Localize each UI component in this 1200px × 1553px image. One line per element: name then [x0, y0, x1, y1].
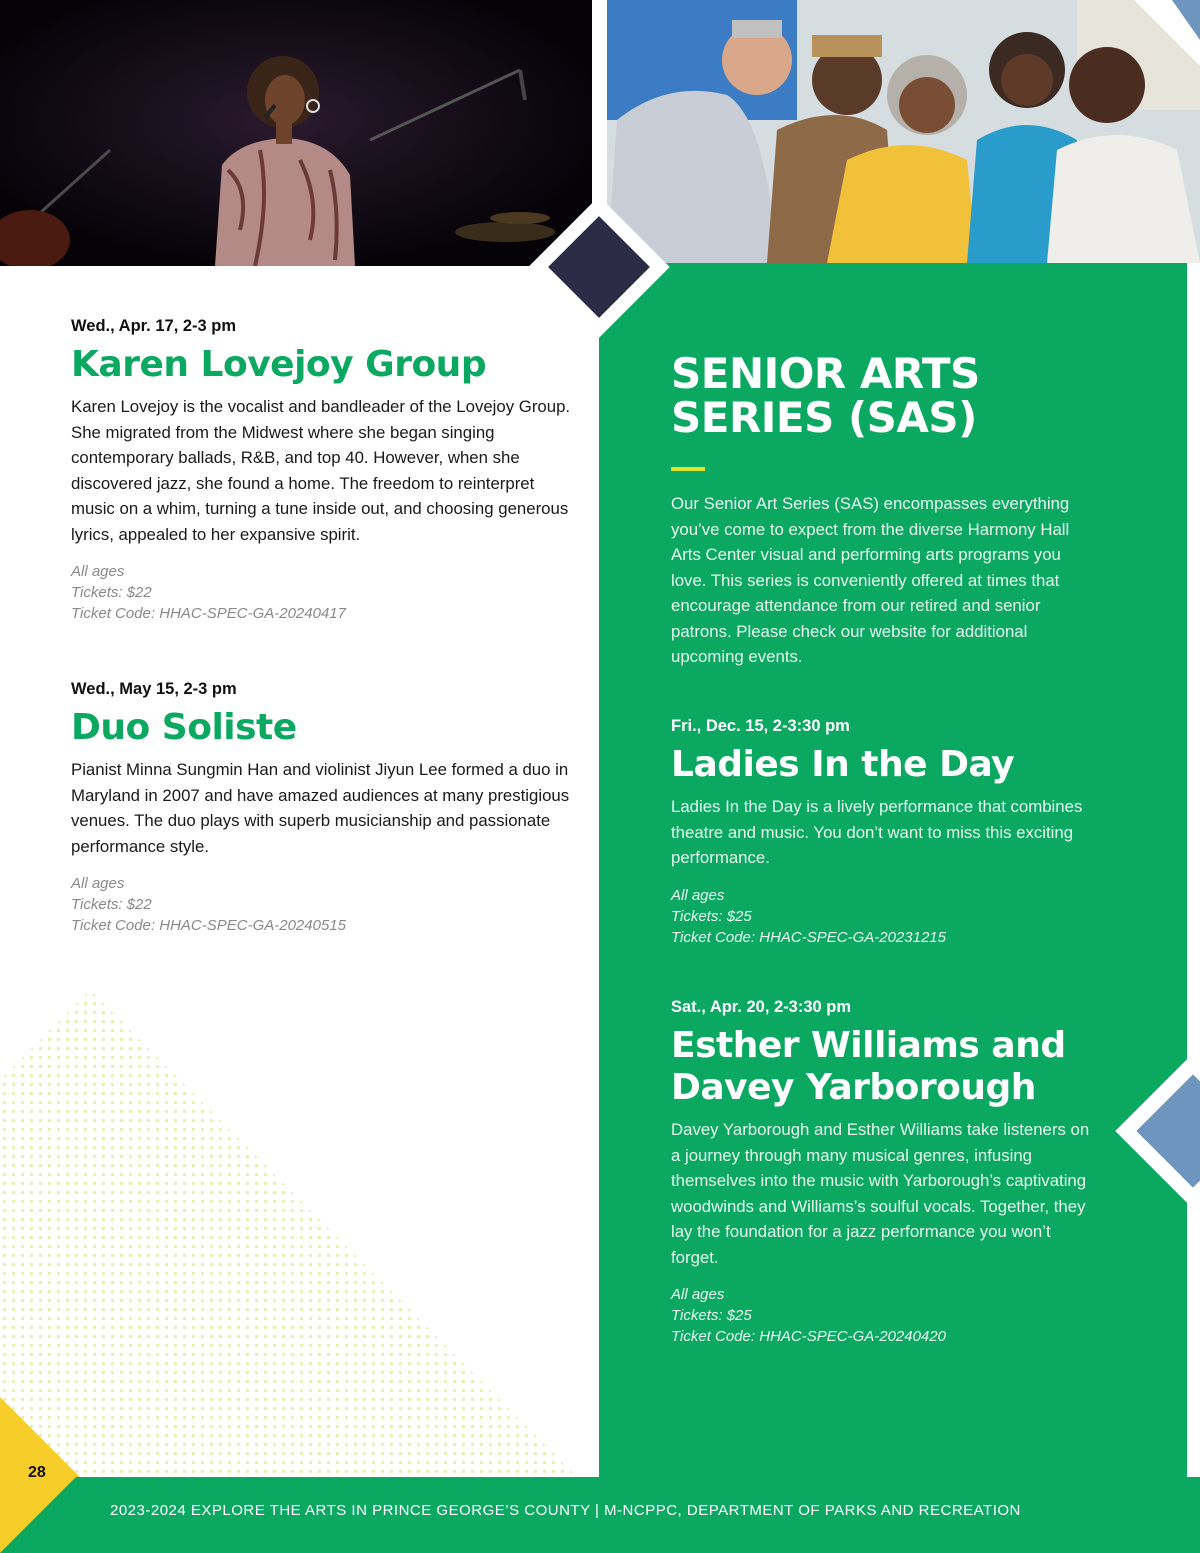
- event-tickets: Tickets: $22: [71, 896, 152, 913]
- event-title: Duo Soliste: [71, 707, 297, 748]
- event-meta: [71, 561, 571, 624]
- event-ages: All ages: [71, 563, 125, 580]
- event-ages: All ages: [671, 1286, 725, 1303]
- sas-heading: [671, 349, 1096, 442]
- event-title-line2: Davey Yarborough: [671, 1067, 1036, 1108]
- event-ticket-code: Ticket Code: HHAC-SPEC-GA-20231215: [671, 928, 946, 946]
- event-tickets: Tickets: $22: [71, 584, 152, 601]
- event-karen-lovejoy: [71, 317, 571, 624]
- event-ages: All ages: [671, 886, 725, 904]
- event-title: Ladies In the Day: [671, 744, 1015, 785]
- sas-intro-text: Our Senior Art Series (SAS) encompasses everything you’ve come to expect from the diverse Harmony Hall Arts Center visual and performing arts programs you love. This series is conveniently offered at times that encourage attendance from our retired and senior patrons. Please check our website for additional upcoming events.: [671, 494, 1070, 666]
- sas-intro-block: [671, 349, 1096, 670]
- seniors-photo: [607, 0, 1200, 263]
- footer-text: 2023-2024 EXPLORE THE ARTS IN PRINCE GEORGE’S COUNTY | M-NCPPC, DEPARTMENT OF PARKS AND RECREATION: [110, 1502, 1021, 1519]
- event-ticket-code: Ticket Code: HHAC-SPEC-GA-20240515: [71, 917, 346, 934]
- sas-heading-line1: SENIOR ARTS: [671, 349, 980, 398]
- page-number: 28: [28, 1464, 46, 1481]
- event-title-line1: Esther Williams and: [671, 1025, 1066, 1066]
- event-meta: [71, 873, 571, 936]
- event-date: Wed., Apr. 17, 2-3 pm: [71, 317, 237, 335]
- event-tickets: Tickets: $25: [671, 1307, 752, 1324]
- event-description: Karen Lovejoy is the vocalist and bandleader of the Lovejoy Group. She migrated from the Midwest where she began singing contemporary ballads, R&B, and top 40. However, when she discovered jazz, she found a home. The freedom to reinterpret music on a whim, turning a tune inside out, and choosing generous lyrics, appealed to her expansive spirit.: [71, 397, 571, 544]
- event-tickets: Tickets: $25: [671, 907, 752, 925]
- event-esther-williams-davey-yarborough: [671, 998, 1096, 1347]
- event-title: Karen Lovejoy Group: [71, 344, 487, 385]
- event-meta: [671, 885, 1096, 948]
- sas-heading-line2: SERIES (SAS): [671, 393, 977, 442]
- event-ticket-code: Ticket Code: HHAC-SPEC-GA-20240417: [71, 605, 346, 622]
- concert-photo: [0, 0, 592, 266]
- event-date: Wed., May 15, 2-3 pm: [71, 680, 237, 698]
- event-meta: [671, 1284, 1096, 1347]
- event-date: Fri., Dec. 15, 2-3:30 pm: [671, 717, 850, 735]
- event-ticket-code: Ticket Code: HHAC-SPEC-GA-20240420: [671, 1328, 946, 1345]
- yellow-corner-lower: [0, 1477, 76, 1553]
- event-date: Sat., Apr. 20, 2-3:30 pm: [671, 998, 852, 1016]
- event-ages: All ages: [71, 875, 125, 892]
- event-description: Davey Yarborough and Esther Williams take listeners on a journey through many musical genres, infusing themselves into the music with Yarborough’s captivating woodwinds and Williams’s soulful vocals. Together, they lay the foundation for a jazz performance you won’t forget.: [671, 1120, 1090, 1267]
- event-title: [671, 1025, 1096, 1109]
- corner-blue-shape: [1160, 0, 1200, 58]
- event-description: Pianist Minna Sungmin Han and violinist Jiyun Lee formed a duo in Maryland in 2007 and have amazed audiences at many prestigious venues. The duo plays with superb musicianship and passionate performance style.: [71, 760, 570, 856]
- event-description: Ladies In the Day is a lively performance that combines theatre and music. You don’t want to miss this exciting performance.: [671, 797, 1083, 867]
- halftone-dots: [0, 990, 600, 1480]
- accent-rule: [671, 467, 705, 471]
- event-duo-soliste: [71, 680, 571, 936]
- event-ladies-in-the-day: [671, 717, 1096, 948]
